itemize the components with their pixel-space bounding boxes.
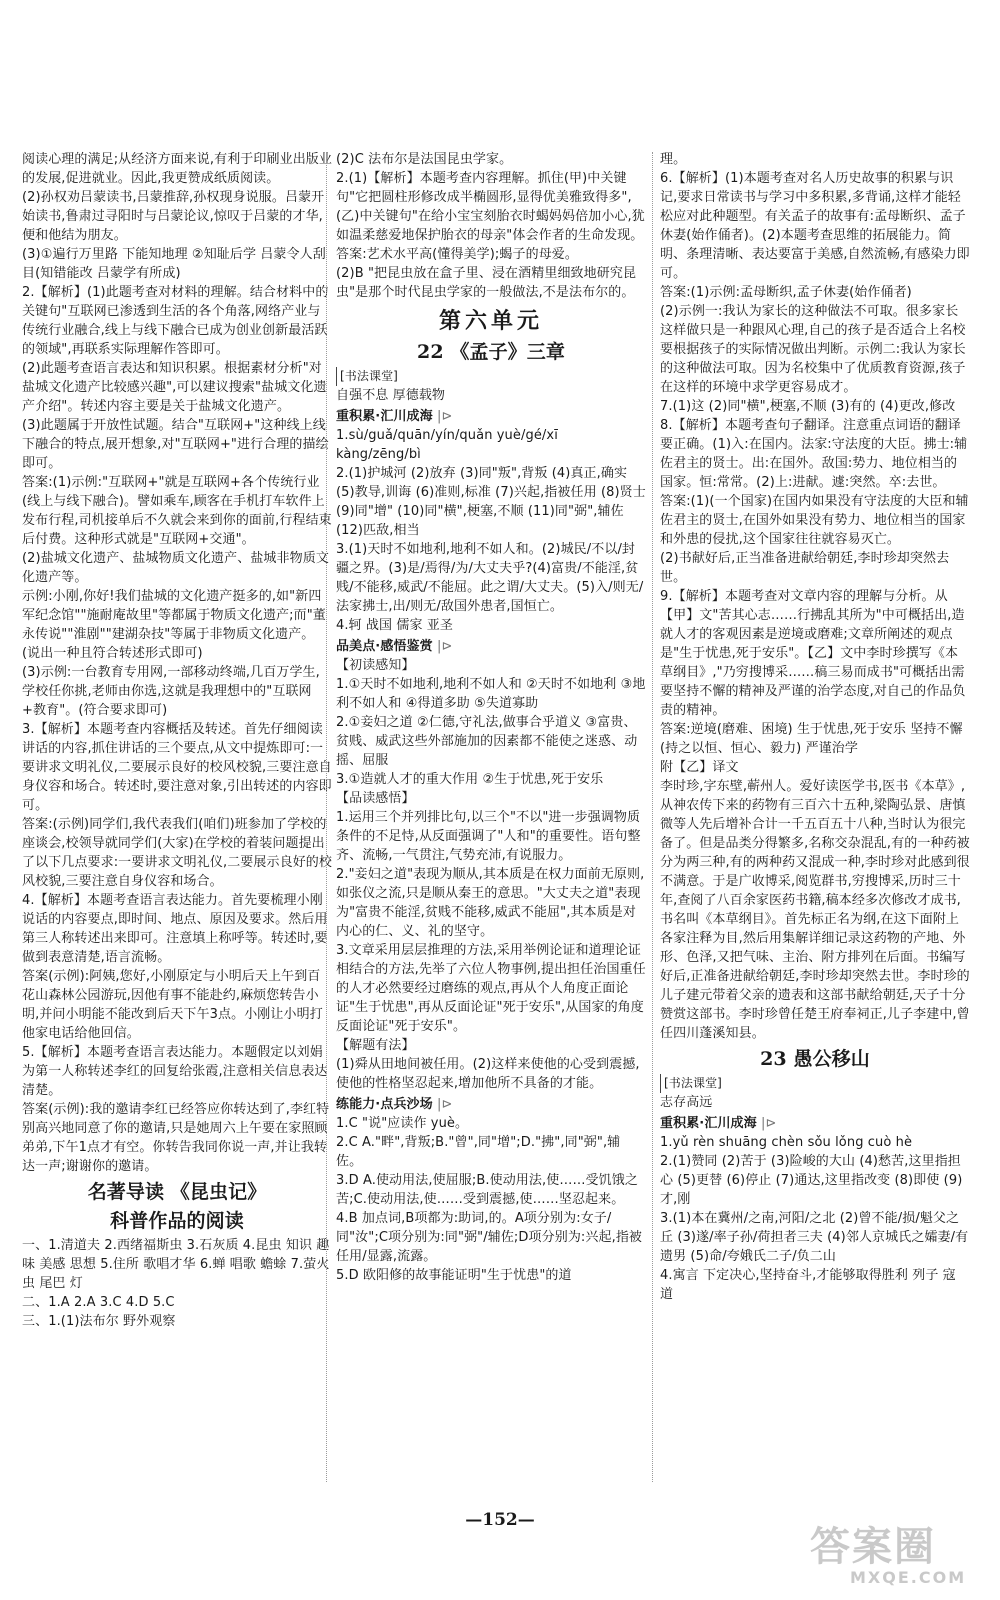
answer-paragraph: 2.【解析】(1)此题考查对材料的理解。结合材料中的关键句"互联网已渗透到生活的各个角落,网络产业与传统行业融合,线上与线下融合已成为创业创新最活跃的领域",再联系实际理解作答即可。 [22,285,329,357]
answer-paragraph: 答案:(1)(一个国家)在国内如果没有守法度的大臣和辅佐君主的贤士,在国外如果没有势力、地位相当的国家和外患的侵扰,这个国家往往就容易灭亡。 [660,494,969,547]
answer-paragraph: (3)示例:一台教育专用网,一部移动终端,几百万学生,学校任你挑,老师由你选,这就是我理想中的"互联网+教育"。(符合要求即可) [22,665,320,718]
section-tag: 品美点·感悟鉴赏 |⊳ [336,637,452,656]
answer-paragraph: 2.(1)赞同 (2)苦于 (3)险峻的大山 (4)愁苦,这里指担心 (5)更替 (6)停止 (7)通达,这里指改变 (8)即使 (9)才,刚 [660,1154,963,1207]
answer-paragraph: (3)此题属于开放性试题。结合"互联网+"这种线上线下融合的特点,展开想象,对"互联网+"进行合理的描绘即可。 [22,418,329,471]
answer-paragraph: 【品读感悟】 [336,791,415,806]
answer-paragraph: 一、1.清道夫 2.西绪福斯虫 3.石灰质 4.昆虫 知识 趣味 美感 思想 5.住所 歌唱才华 6.蝉 唱歌 蟾蜍 7.萤火虫 尾巴 灯 [22,1238,330,1291]
answer-paragraph: 3.D A.使动用法,使屈服;B.使动用法,使……受饥饿之苦;C.使动用法,使……受到震撼,使……坚忍起来。 [336,1173,638,1207]
answer-paragraph: 答案:(1)示例:孟母断织,孟子休妻(始作俑者) [660,285,912,300]
answer-paragraph: 5.【解析】本题考查语言表达能力。本题假定以刘娟为第一人称转述李红的回复给张霞,注意相关信息表达清楚。 [22,1045,328,1098]
answer-paragraph: 阅读心理的满足;从经济方面来说,有利于印刷业出版业的发展,促进就业。因此,我更赞成纸质阅读。 [22,152,332,186]
column-middle [336,150,646,1510]
answer-paragraph: (2)盐城文化遗产、盐城物质文化遗产、盐城非物质文化遗产等。 [22,551,329,585]
watermark-url: MXQE.COM [850,1568,967,1587]
answer-paragraph: 2."妾妇之道"表现为顺从,其本质是在权力面前无原则,如张仪之流,只是顺从秦王的意思。"大丈夫之道"表现为"富贵不能淫,贫贱不能移,威武不能屈",其本质是对内心的仁、义、礼的坚守。 [336,867,645,939]
answer-paragraph: 答案:(示例)同学们,我代表我们(咱们)班参加了学校的座谈会,校领导就同学们(大家)在学校的着装问题提出了以下几点要求:一要讲求文明礼仪,二要展示良好的校风校貌,三要注意自身仪容和场合。 [22,817,332,889]
section-heading: 22 《孟子》三章 [417,341,565,363]
answer-paragraph: 2.C A."畔",背叛;B."曾",同"增";D."拂",同"弼",辅佐。 [336,1135,621,1169]
answer-paragraph: 1.C "说"应读作 yuè。 [336,1116,469,1131]
answer-paragraph: 自强不息 厚德载物 [336,388,446,403]
answer-paragraph: 9.【解析】本题考查对文章内容的理解与分析。从【甲】文"苦其心志……行拂乱其所为"中可概括出,造就人才的客观因素是逆境或磨难;文章所阐述的观点是"生于忧患,死于安乐"。【乙】文中李时珍撰写《本草纲目》,"乃穷搜博采……稿三易而成书"可概括出需要坚持不懈的精神及严谨的治学态度,对自己的作品负责的精神。 [660,589,966,718]
section-heading: 名著导读 《昆虫记》 [87,1181,267,1203]
answer-paragraph: 3.①造就人才的重大作用 ②生于忧患,死于安乐 [336,772,604,787]
column-left [22,150,332,1510]
answer-paragraph: 1.①天时不如地利,地利不如人和 ②天时不如地利 ③地利不如人和 ④得道多助 ⑤失道寡助 [336,677,646,711]
answer-paragraph: 1.sù/guǎ/quān/yín/quǎn yuè/gé/xī kàng/zēng/bì [336,428,558,462]
answer-paragraph: (2)孙权劝吕蒙读书,吕蒙推辞,孙权现身说服。吕蒙开始读书,鲁肃过寻阳时与吕蒙论议,惊叹于吕蒙的才华,便和他结为朋友。 [22,190,325,243]
section-heading: 科普作品的阅读 [110,1210,244,1232]
answer-paragraph: 答案:逆境(磨难、困境) 生于忧患,死于安乐 坚持不懈(持之以恒、恒心、毅力) 严谨治学 [660,722,963,756]
answer-paragraph: 5.D 欧阳修的故事能证明"生于忧患"的道 [336,1268,572,1283]
answer-paragraph: (2)此题考查语言表达和知识积累。根据素材分析"对盐城文化遗产比较感兴趣",可以建议搜索"盐城文化遗产介绍"。转述内容主要是关于盐城文化遗产。 [22,361,327,414]
answer-paragraph: 二、1.A 2.A 3.C 4.D 5.C [22,1295,175,1310]
answer-paragraph: 1.运用三个并列排比句,以三个"不以"进一步强调物质条件的不足恃,从反面强调了"人和"的重要性。语句整齐、流畅,一气贯注,气势充沛,有说服力。 [336,810,641,863]
column-divider [326,152,327,1482]
answer-paragraph: 3.文章采用层层推理的方法,采用举例论证和道理论证相结合的方法,先举了六位人物事例,提出担任治国重任的人才必然要经过磨练的观点,再从个人角度正面论证"生于忧患",再从反面论证"死于安乐",从国家的角度反面论证"死于安乐"。 [336,943,646,1034]
watermark-logo [810,1525,990,1595]
answer-paragraph: 理。 [660,152,687,167]
answer-paragraph: 2.(1)【解析】本题考查内容理解。抓住(甲)中关键句"它把圆柱形修改成半椭圆形,显得优美雅致得多",(乙)中关键句"在给小宝宝刻胎衣时蝎妈妈倍加小心,犹如温柔慈爱地保护胎衣的母亲"体会作者的生命发现。 [336,171,645,243]
answer-paragraph: 答案(示例):阿姨,您好,小刚原定与小明后天上午到百花山森林公园游玩,因他有事不能赴约,麻烦您转告小明,并问小明能不能改到后天下午3点。小刚让小明打他家电话给他回信。 [22,969,323,1041]
answer-paragraph: 4.B 加点词,B项都为:助词,的。A项分别为:女子/同"汝";C项分别为:同"弼"/辅佐;D项分别为:兴起,指被任用/显露,流露。 [336,1211,643,1264]
answer-paragraph: 8.【解析】本题考查句子翻译。注意重点词语的翻译要正确。(1)入:在国内。法家:守法度的大臣。拂士:辅佐君主的贤士。出:在国外。敌国:势力、地位相当的国家。恒:常常。(2)上:进献。遽:突然。卒:去世。 [660,418,968,490]
column-divider [652,152,653,1482]
answer-paragraph: 2.①妾妇之道 ②仁德,守礼法,做事合乎道义 ③富贵、贫贱、威武这些外部施加的因素都不能使之迷惑、动摇、屈服 [336,715,638,768]
page-number: —152— [465,1510,535,1530]
answer-paragraph: 【初读感知】 [336,658,415,673]
section-heading: 23 愚公移山 [760,1048,870,1070]
answer-paragraph: 7.(1)这 (2)同"横",梗塞,不顺 (3)有的 (4)更改,修改 [660,399,956,414]
answer-paragraph: 示例:小刚,你好!我们盐城的文化遗产挺多的,如"新四军纪念馆""施耐庵故里"等都属于物质文化遗产;而"董永传说""淮剧""建湖杂技"等属于非物质文化遗产。(说出一种且符合转述形式即可) [22,589,326,661]
answer-paragraph: 三、1.(1)法布尔 野外观察 [22,1314,176,1329]
answer-paragraph: 2.(1)护城河 (2)放弃 (3)同"叛",背叛 (4)真正,确实 (5)教导,训诲 (6)准则,标准 (7)兴起,指被任用 (8)贤士 (9)同"增" (10)同"横",梗塞,不顺 (11)同"弼",辅佐 (12)匹敌,相当 [336,466,646,538]
answer-paragraph: 3.(1)本在冀州/之南,河阳/之北 (2)曾不能/损/魁父之丘 (3)遂/率子孙/荷担者三夫 (4)邻人京城氏之孀妻/有遗男 (5)命/夸娥氏二子/负二山 [660,1211,969,1264]
answer-paragraph: (1)舜从田地间被任用。(2)这样来使他的心受到震撼,使他的性格坚忍起来,增加他所不具备的才能。 [336,1057,640,1091]
answer-paragraph: 4.寓言 下定决心,坚持奋斗,才能够取得胜利 列子 寇 道 [660,1268,956,1302]
section-tag: 重积累·汇川成海 |⊳ [336,407,452,426]
answer-paragraph: (2)示例一:我认为家长的这种做法不可取。很多家长这样做只是一种跟风心理,自己的孩子是否适合上名校要根据孩子的实际情况做出判断。示例二:我认为家长的这种做法可取。因为名校集中了优质教育资源,孩子在这样的环境中求学更容易成才。 [660,304,966,395]
answer-paragraph: 答案:(1)示例:"互联网+"就是互联网+各个传统行业(线上与线下融合)。譬如乘车,顾客在手机打车软件上发布行程,司机接单后不久就会来到你的面前,行程结束后付费。这种形式就是"互联网+交通"。 [22,475,332,547]
section-tag: 练能力·点兵沙场 |⊳ [336,1095,452,1114]
answer-paragraph: 志存高远 [660,1095,713,1110]
answer-paragraph: 答案:艺术水平高(懂得美学);蝎子的母爱。 [336,247,579,262]
answer-paragraph: 1.yǔ rèn shuāng chèn sǒu lǒng cuò hè [660,1135,913,1150]
answer-paragraph: 【解题有法】 [336,1038,415,1053]
answer-paragraph: 4.【解析】本题考查语言表达能力。首先要梳理小刚说话的内容要点,即时间、地点、原因及要求。然后用第三人称转述出来即可。注意填上称呼等。转述时,要做到表意清楚,语言流畅。 [22,893,328,965]
answer-paragraph: (3)①遍行万里路 下能知地理 ②知耻后学 吕蒙令人刮目(知错能改 吕蒙学有所成) [22,247,326,281]
answer-paragraph: (2)C 法布尔是法国昆虫学家。 [336,152,513,167]
answer-paragraph: 答案(示例):我的邀请李红已经答应你转达到了,李红特别高兴地同意了你的邀请,只是她周六上午要在家照顾弟弟,下午1点才有空。你转告我同你说一声,并让我转达一声;谢谢你的邀请。 [22,1102,330,1174]
answer-paragraph: 李时珍,字东壁,蕲州人。爱好读医学书,医书《本草》,从神农传下来的药物有三百六十五种,梁陶弘景、唐慎微等人先后增补合计一千五百五十八种,当时认为很完备了。但是品类分得繁多,名称交杂混乱,有的一种药被分为两三种,有的两种药又混成一种,李时珍对此感到很不满意。于是广收博采,阅览群书,穷搜博采,历时三十年,查阅了八百余家医药书籍,稿本经多次修改才成书,书名叫《本草纲目》。首先标正名为纲,在这下面附上各家注释为目,然后用集解详细记录这药物的产地、外形、色泽,又把气味、主治、附方排列在后面。书编写好后,正准备进献给朝廷,李时珍却突然去世。李时珍的儿子建元带着父亲的遗表和这部书献给朝廷,天子十分赞赏这部书。李时珍曾任楚王府奉祠正,儿子李建中,曾任四川蓬溪知县。 [660,779,970,1041]
answer-paragraph: (2)书献好后,正当准备进献给朝廷,李时珍却突然去世。 [660,551,950,585]
answer-paragraph: 4.轲 战国 儒家 亚圣 [336,618,454,633]
answer-paragraph: 6.【解析】(1)本题考查对名人历史故事的积累与识记,要求日常读书与学习中多积累,多背诵,这样才能轻松应对此种题型。有关孟子的故事有:孟母断织、孟子休妻(始作俑者)。(2)本题考查思维的拓展能力。简明、条理清晰、表达要富于美感,自然流畅,有感染力即可。 [660,171,970,281]
answer-paragraph: (2)B "把昆虫放在盒子里、浸在酒精里细致地研究昆虫"是那个时代昆虫学家的一般做法,不是法布尔的。 [336,266,637,300]
section-tag: 重积累·汇川成海 |⊳ [660,1114,776,1133]
answer-paragraph: 3.(1)天时不如地利,地利不如人和。(2)城民/不以/封疆之界。(3)是/焉得/为/大丈夫乎?(4)富贵/不能淫,贫贱/不能移,威武/不能屈。此之谓/大丈夫。(5)入/则无/法家拂士,出/则无/敌国外患者,国恒亡。 [336,542,644,614]
bracket-tag: [书法课堂] [336,367,398,386]
column-right [660,150,970,1510]
watermark-text: 答案圈 [810,1524,936,1570]
bracket-tag: [书法课堂] [660,1074,722,1093]
answer-paragraph: 附【乙】译文 [660,760,739,775]
answer-paragraph: 3.【解析】本题考查内容概括及转述。首先仔细阅读讲话的内容,抓住讲话的三个要点,从文中提炼即可:一要讲求文明礼仪,二要展示良好的校风校貌,三要注意自身仪容和场合。转述时,要注意对象,引出转述的内容即可。 [22,722,332,813]
section-heading: 第六单元 [438,308,543,334]
